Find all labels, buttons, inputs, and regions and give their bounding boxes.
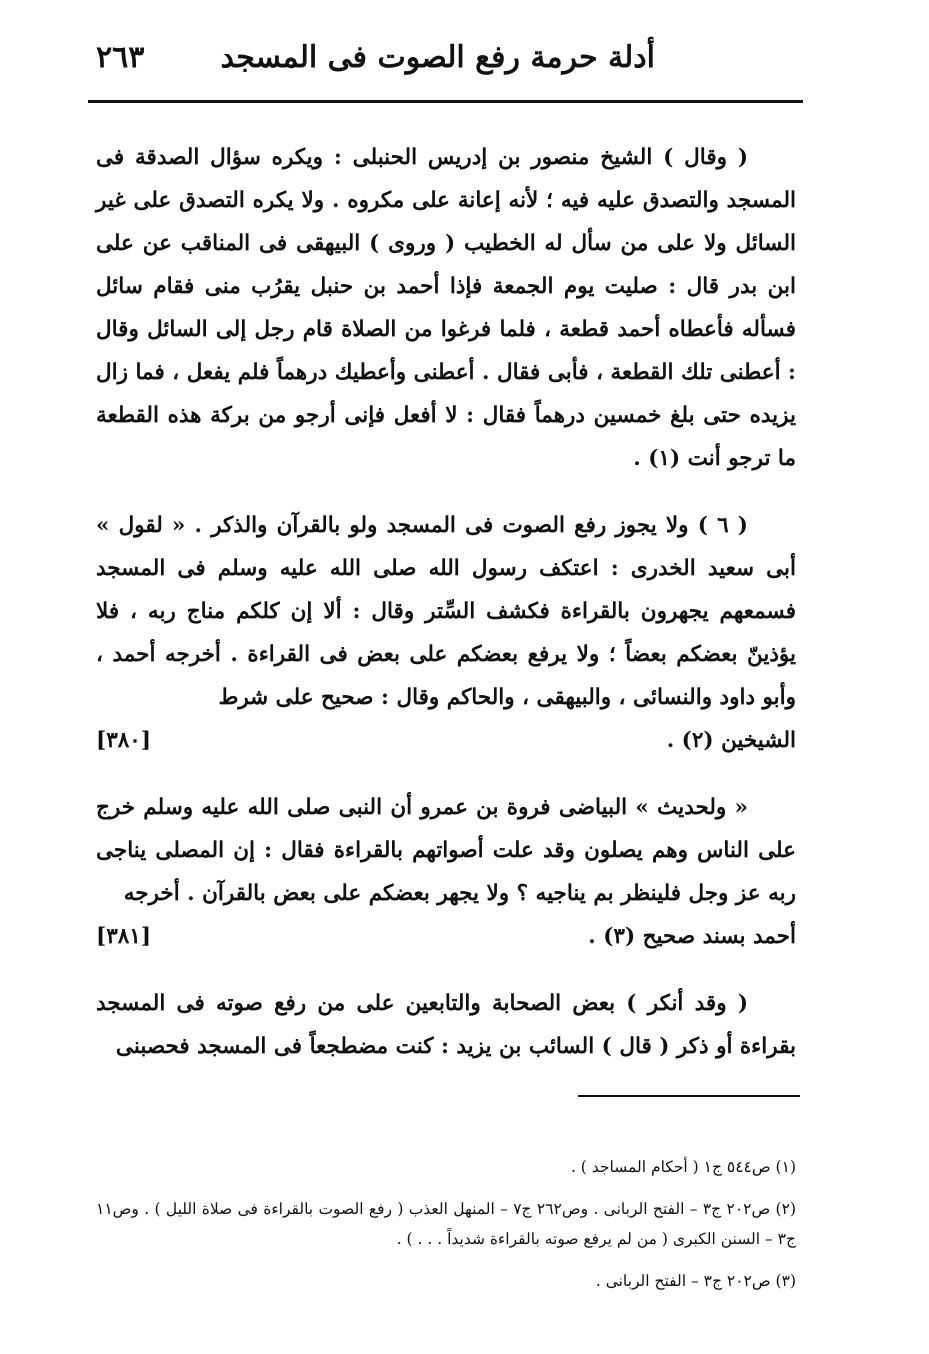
footnotes [96,1152,796,1308]
page-header [88,26,803,96]
page-number: ٢٦٣ [96,40,145,75]
header-rule [88,100,803,103]
footnote-1: (١) ص٥٤٤ ج١ ( أحكام المساجد ) . [570,1158,796,1176]
paragraph-3-tail: أحمد بسند صحيح (٣) . [588,924,796,949]
paragraph-2 [96,504,796,762]
paragraph-3 [96,786,796,958]
footnote-3: (٣) ص٢٠٢ ج٣ – الفتح الربانى . [595,1272,796,1290]
paragraph-2-tail: الشيخين (٢) . [666,728,796,753]
running-title: أدلة حرمة رفع الصوت فى المسجد [220,40,655,75]
paragraph-1: ( وقال ) الشيخ منصور بن إدريس الحنبلى : ويكره سؤال الصدقة فى المسجد والتصدق عليه فيه ؛ لأنه إعانة على مكروه . ولا يكره التصدق على غير السائل ولا على من سأل له الخطيب ( وروى ) البيهقى فى المناقب عن على ابن بدر قال : صليت يوم الجمعة فإذا أحمد بن حنبل يقرُب منى فقام سائل فسأله فأعطاه أحمد قطعة ، فلما فرغوا من الصلاة قام رجل إلى السائل وقال : أعطنى تلك القطعة ، فأبى فقال . أعطنى وأعطيك درهماً فلم يفعل ، فما زال يزيده حتى بلغ خمسين درهماً فقال : لا أفعل فإنى أرجو من بركة هذه القطعة ما ترجو أنت (١) . [96,145,796,471]
footnote-2: (٢) ص٢٠٢ ج٣ – الفتح الربانى . وص٢٦٢ ج٧ – المنهل العذب ( رفع الصوت بالقراءة فى صلاة الليل ) . وص١١ ج٣ – السنن الكبرى ( من لم يرفع صوته بالقراءة شديداً . . . ) . [96,1200,796,1248]
paragraph-4: ( وقد أنكر ) بعض الصحابة والتابعين على من رفع صوته فى المسجد بقراءة أو ذكر ( قال ) السائب بن يزيد : كنت مضطجعاً فى المسجد فحصبنى [96,991,796,1059]
paragraph-3-text: « ولحديث » البياضى فروة بن عمرو أن النبى صلى الله عليه وسلم خرج على الناس وهم يصلون وقد علت أصواتهم بالقراءة فقال : إن المصلى يناجى ربه عز وجل فلينظر بم يناجيه ؟ ولا يجهر بعضكم على بعض بالقرآن . أخرجه [96,795,796,906]
paragraph-2-end [96,719,796,762]
paragraph-3-end [96,915,796,958]
hadith-number-380: [٣٨٠] [96,728,152,753]
footnote-rule [578,1095,800,1097]
paragraph-2-text: ( ٦ ) ولا يجوز رفع الصوت فى المسجد ولو بالقرآن والذكر . « لقول » أبى سعيد الخدرى : اعتكف رسول الله صلى الله عليه وسلم فى المسجد فسمعهم يجهرون بالقراءة فكشف السِّتر وقال : ألا إن كلكم مناج ربه ، فلا يؤذينّ بعضكم بعضاً ؛ ولا يرفع بعضكم على بعض فى القراءة . أخرجه أحمد ، وأبو داود والنسائى ، والبيهقى ، والحاكم وقال : صحيح على شرط [96,513,796,710]
main-text [96,136,796,1092]
hadith-number-381: [٣٨١] [96,924,152,949]
